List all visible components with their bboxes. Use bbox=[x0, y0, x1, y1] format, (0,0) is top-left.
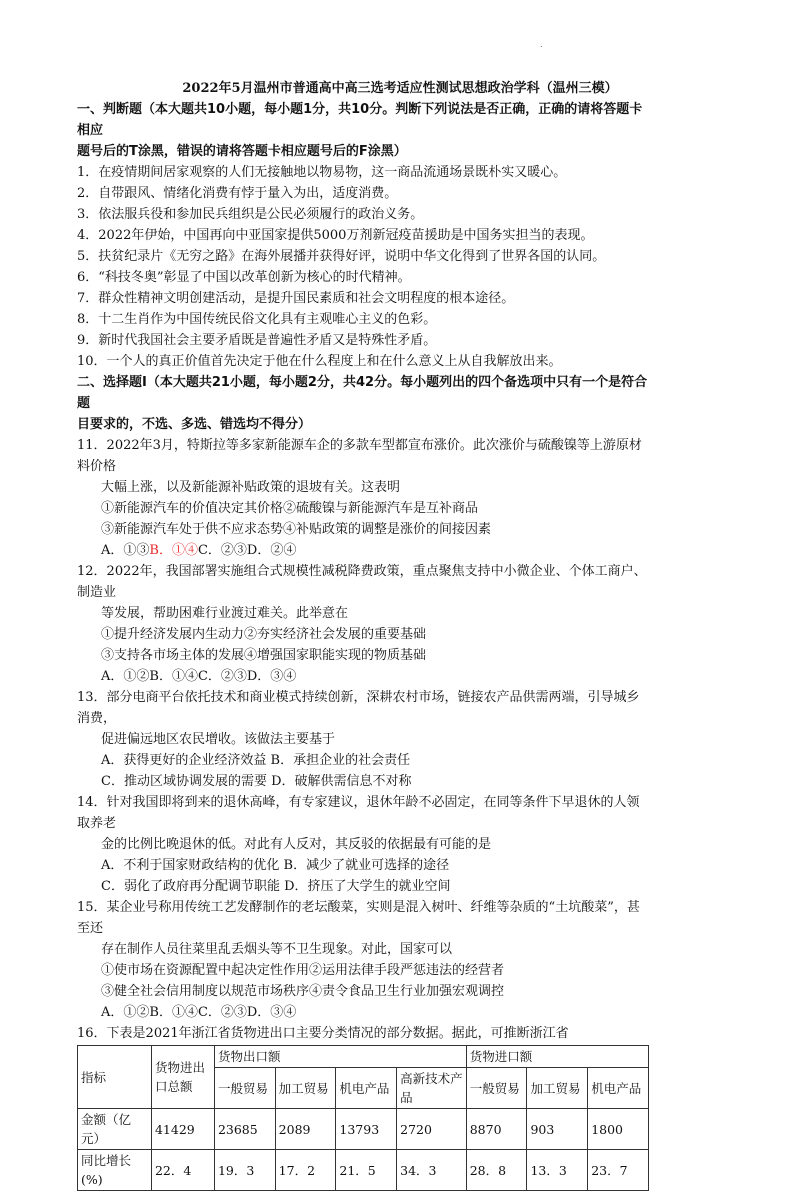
table-cell: 34．3 bbox=[397, 1150, 467, 1191]
question-11 bbox=[77, 435, 652, 561]
header-total: 货物进出口总额 bbox=[151, 1046, 214, 1109]
tf-item-10: 10．一个人的真正价值首先决定于他在什么程度上和在什么意义上从自我解放出来。 bbox=[77, 354, 562, 369]
tf-item-6: 6．“科技冬奥”彰显了中国以改革创新为核心的时代精神。 bbox=[77, 270, 411, 285]
tf-item-8: 8．十二生肖作为中国传统民俗文化具有主观唯心主义的色彩。 bbox=[77, 312, 437, 327]
part2-heading: 二、选择题Ⅰ（本大题共21小题，每小题2分，共42分。每小题列出的四个备选项中只有一个是符合题 目要求的，不选、多选、错选均不得分） bbox=[77, 375, 648, 432]
table-cell: 2720 bbox=[397, 1109, 467, 1150]
q16-stem: 16．下表是2021年浙江省货物进出口主要分类情况的部分数据。据此，可推断浙江省 bbox=[77, 1026, 569, 1041]
sub-import-processing: 加工贸易 bbox=[527, 1068, 588, 1109]
table-row-amount bbox=[78, 1109, 649, 1150]
tf-item-9: 9．新时代我国社会主要矛盾既是普遍性矛盾又是特殊性矛盾。 bbox=[77, 333, 437, 348]
q11-option-a: A．①③ bbox=[101, 543, 150, 558]
question-16 bbox=[77, 1023, 652, 1191]
table-cell: 903 bbox=[527, 1109, 588, 1150]
question-14 bbox=[77, 792, 652, 897]
sub-export-mechelec: 机电产品 bbox=[336, 1068, 397, 1109]
q12-options: A．①②B．①④C．②③D．③④ bbox=[101, 669, 297, 684]
part1-items bbox=[77, 162, 652, 372]
table-cell: 28．8 bbox=[466, 1150, 527, 1191]
q15-stem-line2: 存在制作人员往菜里乱丢烟头等不卫生现象。对此，国家可以 bbox=[101, 942, 453, 957]
q13-stem-line2: 促进偏远地区农民增收。该做法主要基于 bbox=[101, 732, 336, 747]
q13-options-ab: A．获得更好的企业经济效益 B．承担企业的社会责任 bbox=[101, 753, 411, 768]
question-12 bbox=[77, 561, 652, 687]
table-cell: 23685 bbox=[214, 1109, 275, 1150]
table-cell: 13．3 bbox=[527, 1150, 588, 1191]
table-cell: 41429 bbox=[151, 1109, 214, 1150]
q11-options bbox=[77, 540, 652, 561]
tf-item-4: 4．2022年伊始，中国再向中亚国家提供5000万剂新冠疫苗援助是中国务实担当的表现。 bbox=[77, 228, 594, 243]
q15-statement-1: ①使市场在资源配置中起决定性作用②运用法律手段严惩违法的经营者 bbox=[101, 963, 505, 978]
q12-stem-line1: 12．2022年，我国部署实施组合式规模性减税降费政策，重点聚焦支持中小微企业、个体工商户、制造业 bbox=[77, 564, 647, 600]
q11-statement-2: ③新能源汽车处于供不应求态势④补贴政策的调整是涨价的间接因素 bbox=[101, 522, 492, 537]
row-label-growth: 同比增长(%) bbox=[78, 1150, 152, 1191]
q11-statement-1: ①新能源汽车的价值决定其价格②硫酸镍与新能源汽车是互补商品 bbox=[101, 501, 479, 516]
q15-options: A．①②B．①④C．②③D．③④ bbox=[101, 1005, 297, 1020]
table-cell: 8870 bbox=[466, 1109, 527, 1150]
part1-heading: 一、判断题（本大题共10小题，每小题1分，共10分。判断下列说法是否正确，正确的请将答题卡相应 题号后的T涂黑，错误的请将答题卡相应题号后的F涂黑） bbox=[77, 102, 643, 159]
q15-stem-line1: 15．某企业号称用传统工艺发酵制作的老坛酸菜，实则是混入树叶、纤维等杂质的“土坑酸菜”，甚至还 bbox=[77, 900, 640, 936]
q11-option-cd: C．②③D．②④ bbox=[197, 543, 297, 558]
table-cell: 22．4 bbox=[151, 1150, 214, 1191]
sub-export-processing: 加工贸易 bbox=[275, 1068, 336, 1109]
table-cell: 13793 bbox=[336, 1109, 397, 1150]
question-15 bbox=[77, 897, 652, 1023]
sub-export-hitech: 高新技术产品 bbox=[397, 1068, 467, 1109]
table-cell: 23．7 bbox=[588, 1150, 649, 1191]
q15-statement-2: ③健全社会信用制度以规范市场秩序④责令食品卫生行业加强宏观调控 bbox=[101, 984, 505, 999]
q11-option-b-highlighted: B．①④ bbox=[149, 543, 198, 558]
exam-title: 2022年5月温州市普通高中高三选考适应性测试思想政治学科（温州三模） bbox=[182, 81, 618, 96]
header-export: 货物出口额 bbox=[214, 1046, 466, 1068]
tf-item-3: 3．依法服兵役和参加民兵组织是公民必须履行的政治义务。 bbox=[77, 207, 424, 222]
trade-data-table bbox=[77, 1045, 649, 1191]
table-header-row-1 bbox=[78, 1046, 649, 1068]
tf-item-2: 2．自带跟风、情绪化消费有悖于量入为出，适度消费。 bbox=[77, 186, 398, 201]
q12-stem-line2: 等发展，帮助困难行业渡过难关。此举意在 bbox=[101, 606, 349, 621]
q12-statement-1: ①提升经济发展内生动力②夯实经济社会发展的重要基础 bbox=[101, 627, 427, 642]
q11-stem-line2: 大幅上涨，以及新能源补贴政策的退坡有关。这表明 bbox=[101, 480, 401, 495]
header-import: 货物进口额 bbox=[466, 1046, 648, 1068]
q14-stem-line2: 金的比例比晚退休的低。对此有人反对，其反驳的依据最有可能的是 bbox=[101, 837, 492, 852]
header-index: 指标 bbox=[78, 1046, 152, 1109]
row-label-amount: 金额（亿元） bbox=[78, 1109, 152, 1150]
q13-options-cd: C．推动区域协调发展的需要 D．破解供需信息不对称 bbox=[101, 774, 412, 789]
q14-options-ab: A．不利于国家财政结构的优化 B．减少了就业可选择的途径 bbox=[101, 858, 450, 873]
corner-dot: . bbox=[540, 40, 543, 49]
question-13 bbox=[77, 687, 652, 792]
sub-import-mechelec: 机电产品 bbox=[588, 1068, 649, 1109]
table-cell: 17．2 bbox=[275, 1150, 336, 1191]
sub-export-general: 一般贸易 bbox=[214, 1068, 275, 1109]
table-cell: 19．3 bbox=[214, 1150, 275, 1191]
q14-options-cd: C．弱化了政府再分配调节职能 D．挤压了大学生的就业空间 bbox=[101, 879, 451, 894]
q12-statement-2: ③支持各市场主体的发展④增强国家职能实现的物质基础 bbox=[101, 648, 427, 663]
table-row-growth bbox=[78, 1150, 649, 1191]
tf-item-1: 1．在疫情期间居家观察的人们无接触地以物易物，这一商品流通场景既朴实又暖心。 bbox=[77, 165, 567, 180]
q13-stem-line1: 13．部分电商平台依托技术和商业模式持续创新，深耕农村市场，链接农产品供需两端，引导城乡消费， bbox=[77, 690, 640, 726]
tf-item-5: 5．扶贫纪录片《无穷之路》在海外展播并获得好评，说明中华文化得到了世界各国的认同。 bbox=[77, 249, 606, 264]
q14-stem-line1: 14．针对我国即将到来的退休高峰，有专家建议，退休年龄不必固定，在同等条件下早退休的人领取养老 bbox=[77, 795, 640, 831]
exam-content bbox=[77, 99, 652, 1191]
table-cell: 21．5 bbox=[336, 1150, 397, 1191]
q11-stem-line1: 11．2022年3月，特斯拉等多家新能源车企的多款车型都宣布涨价。此次涨价与硫酸镍等上游原材料价格 bbox=[77, 438, 642, 474]
sub-import-general: 一般贸易 bbox=[466, 1068, 527, 1109]
tf-item-7: 7．群众性精神文明创建活动，是提升国民素质和社会文明程度的根本途径。 bbox=[77, 291, 515, 306]
table-cell: 1800 bbox=[588, 1109, 649, 1150]
table-cell: 2089 bbox=[275, 1109, 336, 1150]
